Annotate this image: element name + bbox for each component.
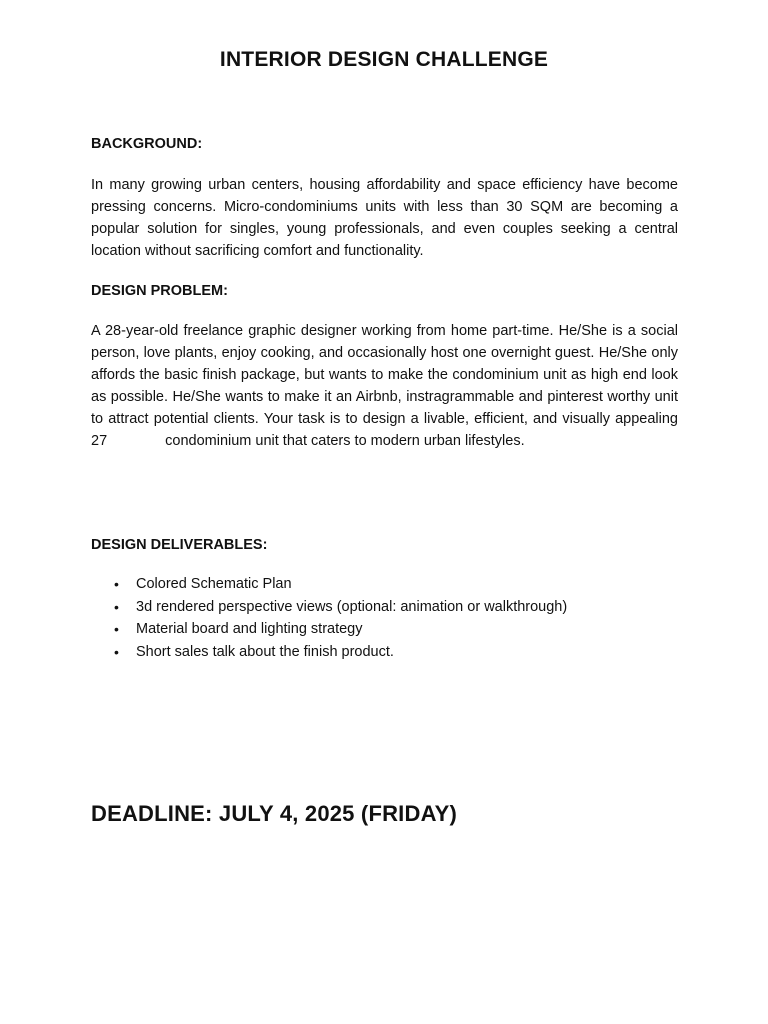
design-problem-text-part2: condominium unit that caters to modern urban lifestyles. <box>165 433 525 449</box>
deadline-heading: DEADLINE: JULY 4, 2025 (FRIDAY) <box>91 801 458 826</box>
bullet-icon: • <box>114 643 119 660</box>
page-title: INTERIOR DESIGN CHALLENGE <box>219 48 549 71</box>
list-item-text: Material board and lighting strategy <box>136 621 363 637</box>
list-item <box>91 573 567 596</box>
design-problem-text-part1: A 28-year-old freelance graphic designer working from home part-time. He/She is a social person, love plants, enjoy cooking, and occasionally host one overnight guest. He/She only affords the basic finish package, but wants to make the condominium unit as high end look as possible. He/She wants to make it an Airbnb, instragrammable and pinterest worthy unit to attract potential clients. Your task is to design a livable, efficient, and visually appealing 27 <box>91 323 678 449</box>
deliverables-heading: DESIGN DELIVERABLES: <box>91 537 268 553</box>
list-item-text: Colored Schematic Plan <box>136 576 292 592</box>
background-heading: BACKGROUND: <box>91 136 203 152</box>
design-problem-heading: DESIGN PROBLEM: <box>91 283 228 299</box>
bullet-icon: • <box>114 621 119 637</box>
bullet-icon: • <box>114 576 119 592</box>
background-paragraph <box>91 174 678 262</box>
list-item-text: Short sales talk about the finish product. <box>136 643 394 660</box>
list-item-text: 3d rendered perspective views (optional: animation or walkthrough) <box>136 598 568 615</box>
list-item <box>91 618 567 641</box>
background-text: In many growing urban centers, housing affordability and space efficiency have become pressing concerns. Micro-condominiums units with less than 30 SQM are becoming a popular solution for singles, young professionals, and even couples seeking a central location without sacrificing comfort and functionality. <box>91 177 678 259</box>
list-item <box>91 641 567 664</box>
bullet-icon: • <box>114 598 119 615</box>
list-item <box>91 596 567 619</box>
design-problem-paragraph <box>91 320 678 452</box>
deliverables-list <box>91 573 567 663</box>
